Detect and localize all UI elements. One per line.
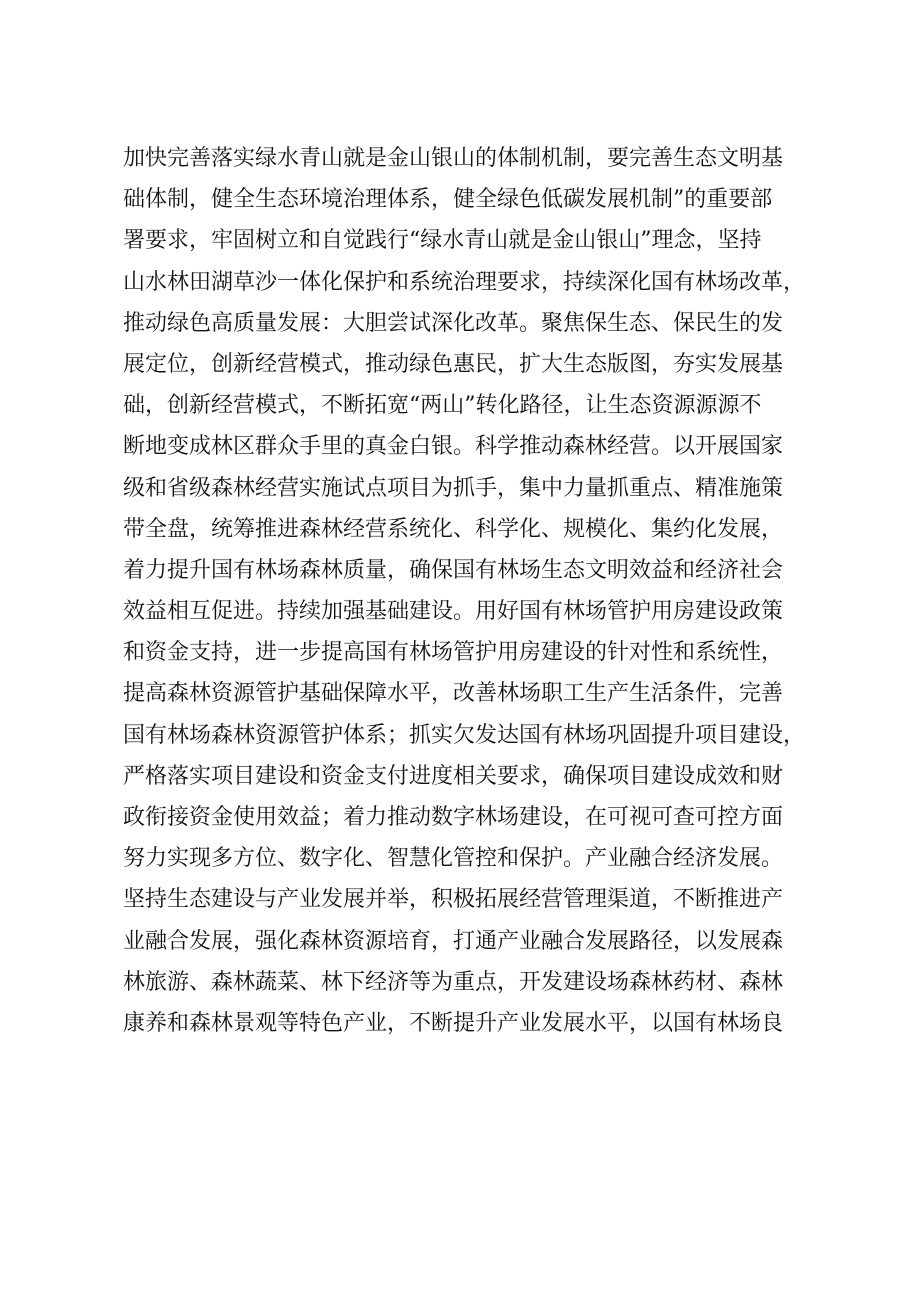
text-line: 业融合发展，强化森林资源培育，打通产业融合发展路径，以发展森	[123, 928, 784, 954]
text-line: 效益相互促进。持续加强基础建设。用好国有林场管护用房建设政策	[123, 599, 784, 625]
text-line: 署要求，牢固树立和自觉践行“绿水青山就是金山银山”理念，坚持	[123, 228, 762, 254]
text-line: 提高森林资源管护基础保障水平，改善林场职工生产生活条件，完善	[123, 681, 784, 707]
text-line: 础，创新经营模式，不断拓宽“两山”转化路径，让生态资源源源不	[123, 393, 762, 419]
text-line: 级和省级森林经营实施试点项目为抓手，集中力量抓重点、精准施策	[123, 475, 784, 501]
text-line: 推动绿色高质量发展：大胆尝试深化改革。聚焦保生态、保民生的发	[123, 310, 784, 336]
text-line: 政衔接资金使用效益；着力推动数字林场建设，在可视可查可控方面	[123, 805, 784, 830]
text-line: 山水林田湖草沙一体化保护和系统治理要求，持续深化国有林场改革，	[123, 269, 806, 295]
text-line: 康养和森林景观等特色产业，不断提升产业发展水平，以国有林场良	[123, 1010, 784, 1036]
text-line: 严格落实项目建设和资金支付进度相关要求，确保项目建设成效和财	[123, 763, 784, 789]
text-line: 努力实现多方位、数字化、智慧化管控和保护。产业融合经济发展。	[123, 846, 784, 872]
text-line: 和资金支持，进一步提高国有林场管护用房建设的针对性和系统性，	[123, 640, 784, 666]
text-line: 础体制，健全生态环境治理体系，健全绿色低碳发展机制”的重要部	[123, 187, 773, 213]
text-line: 展定位，创新经营模式，推动绿色惠民，扩大生态版图，夯实发展基	[123, 351, 784, 377]
text-line: 加快完善落实绿水青山就是金山银山的体制机制，要完善生态文明基	[123, 146, 784, 171]
text-line: 坚持生态建设与产业发展并举，积极拓展经营管理渠道，不断推进产	[123, 887, 784, 913]
text-line: 带全盘，统筹推进森林经营系统化、科学化、规模化、集约化发展，	[123, 516, 784, 542]
text-line: 国有林场森林资源管护体系；抓实欠发达国有林场巩固提升项目建设，	[123, 722, 806, 748]
text-line: 着力提升国有林场森林质量，确保国有林场生态文明效益和经济社会	[123, 557, 784, 583]
text-line: 林旅游、森林蔬菜、林下经济等为重点，开发建设场森林药材、森林	[123, 969, 784, 995]
body-paragraph	[123, 138, 813, 1044]
text-line: 断地变成林区群众手里的真金白银。科学推动森林经营。以开展国家	[123, 434, 784, 460]
